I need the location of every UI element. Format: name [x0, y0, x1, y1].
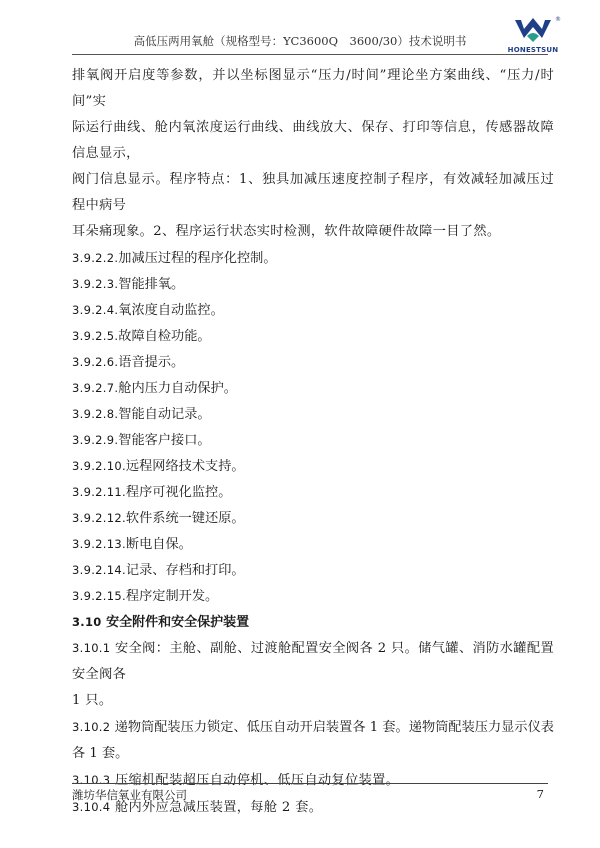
list-item — [72, 531, 554, 557]
item-continuation: 1 只。 — [72, 693, 113, 708]
item-number: 3.9.2.12. — [72, 511, 126, 525]
footer-divider — [72, 783, 548, 784]
item-text: 断电自保。 — [125, 537, 192, 552]
list-item — [72, 557, 554, 583]
item-text: 智能排氧。 — [118, 277, 185, 292]
item-text: 故障自检功能。 — [118, 329, 211, 344]
section-number: 3.10 — [72, 615, 102, 629]
item-text: 氧浓度自动监控。 — [118, 303, 224, 318]
item-number: 3.9.2.9. — [72, 433, 119, 447]
item-number: 3.9.2.8. — [72, 407, 119, 421]
page-number: 7 — [536, 787, 544, 801]
item-text: 递物筒配装压力锁定、低压自动开启装置各 1 套。递物筒配装压力显示仪表各 1 套。 — [72, 720, 554, 761]
item-number: 3.9.2.2. — [72, 251, 119, 265]
company-logo — [497, 14, 569, 54]
list-item — [72, 505, 554, 531]
item-number: 3.9.2.11. — [72, 485, 126, 499]
item-number: 3.9.2.14. — [72, 563, 126, 577]
list-item — [72, 323, 554, 349]
intro-line: 阀门信息显示。程序特点：1、独具加减压速度控制子程序，有效减轻加减压过程中病号 — [72, 172, 554, 213]
item-number: 3.9.2.15. — [72, 589, 126, 603]
item-number: 3.9.2.7. — [72, 381, 119, 395]
item-text: 记录、存档和打印。 — [125, 563, 245, 578]
list-item — [72, 297, 554, 323]
intro-paragraph — [72, 63, 554, 245]
item-text: 压缩机配装超压自动停机、低压自动复位装置。 — [114, 773, 400, 788]
item-text: 软件系统一键还原。 — [125, 511, 245, 526]
item-text: 安全阀：主舱、副舱、过渡舱配置安全阀各 2 只。储气罐、消防水罐配置安全阀各 — [72, 641, 554, 682]
item-number: 3.9.2.10. — [72, 459, 126, 473]
item-number: 3.10.3 — [72, 773, 111, 787]
item-text: 舱内外应急减压装置，每舱 2 套。 — [114, 800, 323, 815]
list-item — [72, 714, 554, 767]
intro-line: 际运行曲线、舱内氧浓度运行曲线、曲线放大、保存、打印等信息，传感器故障信息显示， — [72, 120, 554, 161]
item-text: 远程网络技术支持。 — [125, 459, 245, 474]
item-text: 程序可视化监控。 — [125, 485, 232, 500]
section-title-text: 安全附件和安全保护装置 — [106, 615, 250, 630]
section-heading — [72, 609, 554, 635]
item-number: 3.9.2.4. — [72, 303, 119, 317]
list-item — [72, 375, 554, 401]
intro-line: 耳朵痛现象。2、程序运行状态实时检测，软件故障硬件故障一目了然。 — [72, 224, 501, 239]
item-number: 3.9.2.5. — [72, 329, 119, 343]
item-text: 加减压过程的程序化控制。 — [118, 251, 277, 266]
list-item — [72, 583, 554, 609]
item-number: 3.10.4 — [72, 800, 111, 814]
item-number: 3.9.2.3. — [72, 277, 119, 291]
intro-line: 排氧阀开启度等参数，并以坐标图显示“压力/时间”理论坐方案曲线、“压力/时间”实 — [72, 68, 554, 109]
feature-list — [72, 245, 554, 609]
header-title: 高低压两用氧舱（规格型号：YC3600Q 3600/30）技术说明书 — [133, 34, 467, 48]
list-item — [72, 427, 554, 453]
item-number: 3.9.2.6. — [72, 355, 119, 369]
list-item — [72, 453, 554, 479]
list-item — [72, 401, 554, 427]
item-text: 智能客户接口。 — [118, 433, 211, 448]
list-item — [72, 635, 554, 688]
logo-registered-mark: ® — [555, 16, 561, 23]
item-number: 3.10.2 — [72, 720, 111, 734]
list-item — [72, 349, 554, 375]
list-item — [72, 271, 554, 297]
footer-company: 潍坊华信氧业有限公司 — [72, 788, 187, 802]
item-number: 3.9.2.13. — [72, 537, 126, 551]
logo-text: HONESTSUN — [507, 46, 559, 54]
header-divider — [72, 54, 548, 55]
item-text: 舱内压力自动保护。 — [118, 381, 237, 396]
item-text: 语音提示。 — [118, 355, 185, 370]
list-item — [72, 245, 554, 271]
document-body — [72, 63, 554, 821]
item-number: 3.10.1 — [72, 641, 111, 655]
item-text: 程序定制开发。 — [125, 589, 219, 604]
item-text: 智能自动记录。 — [118, 407, 211, 422]
list-item — [72, 479, 554, 505]
